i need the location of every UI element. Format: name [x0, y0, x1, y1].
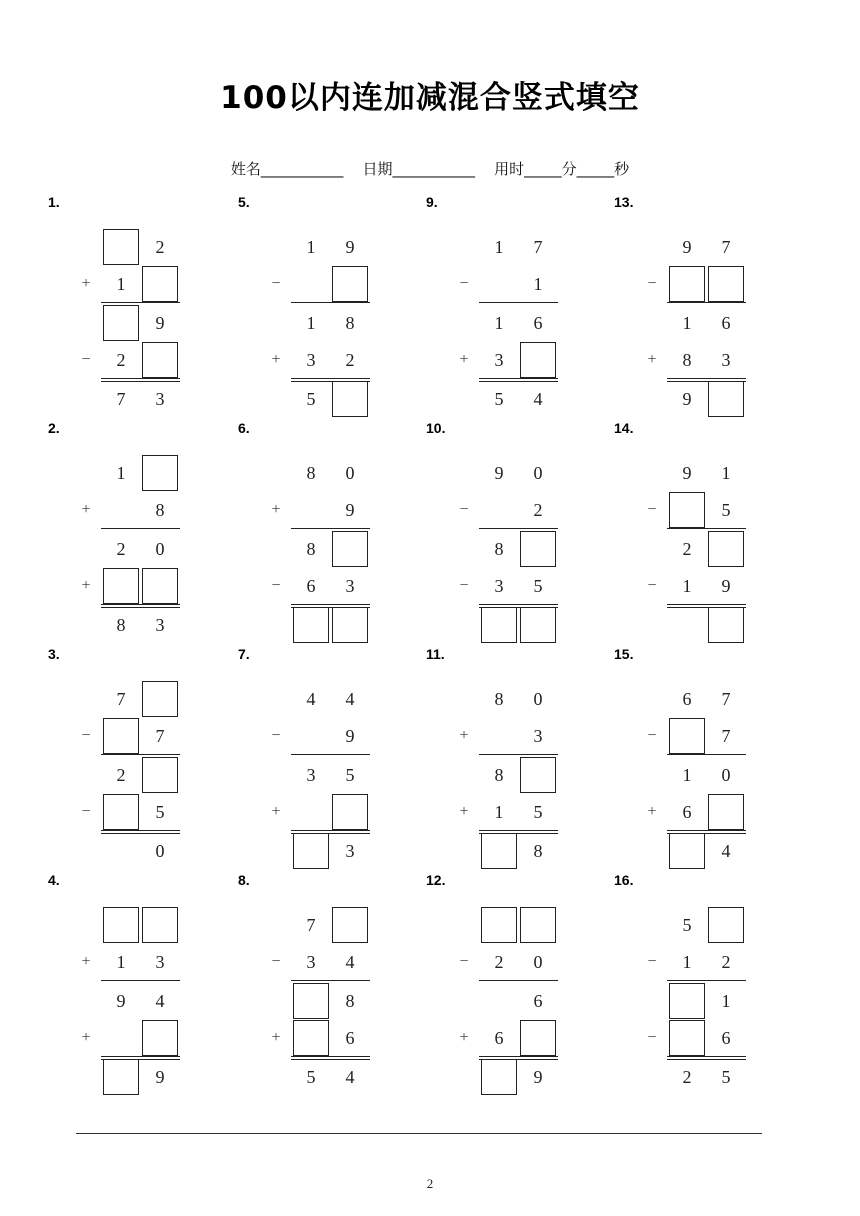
digit: 0: [155, 539, 165, 559]
result-line: [667, 604, 746, 605]
digit: 3: [494, 350, 504, 370]
digit: 3: [155, 389, 165, 409]
answer-box[interactable]: [142, 266, 178, 302]
answer-box[interactable]: [293, 1020, 329, 1056]
answer-box[interactable]: [293, 983, 329, 1019]
result-line: [291, 1056, 370, 1057]
digit: 1: [116, 952, 126, 972]
digit: 6: [721, 313, 731, 333]
problem-number: 15.: [614, 646, 634, 662]
digit: 9: [682, 389, 692, 409]
digit: 9: [682, 463, 692, 483]
result-line: [667, 1056, 746, 1057]
answer-box[interactable]: [293, 833, 329, 869]
digit: 2: [721, 952, 731, 972]
problem-number: 10.: [426, 420, 446, 436]
operator-sign: +: [459, 803, 469, 820]
digit: [293, 266, 329, 302]
result-line: [667, 607, 746, 608]
digit: 4: [345, 952, 355, 972]
answer-box[interactable]: [142, 907, 178, 943]
digit: 3: [721, 350, 731, 370]
result-line: [667, 830, 746, 831]
digit: 6: [721, 1028, 731, 1048]
operator-sign: +: [647, 803, 657, 820]
result-line: [101, 980, 180, 981]
operator-sign: +: [81, 1029, 91, 1046]
operator-sign: +: [271, 1029, 281, 1046]
digit: 5: [345, 765, 355, 785]
digit: 4: [155, 991, 165, 1011]
digit: 8: [494, 689, 504, 709]
result-line: [101, 302, 180, 303]
problem-number: 4.: [48, 872, 60, 888]
result-line: [291, 604, 370, 605]
digit: 0: [533, 952, 543, 972]
digit: 4: [345, 1067, 355, 1087]
digit: 1: [682, 313, 692, 333]
digit: 8: [345, 991, 355, 1011]
digit: 2: [345, 350, 355, 370]
digit: 1: [494, 802, 504, 822]
digit: 5: [721, 500, 731, 520]
answer-box[interactable]: [142, 757, 178, 793]
digit: 9: [155, 313, 165, 333]
operator-sign: −: [647, 577, 657, 594]
operator-sign: −: [459, 275, 469, 292]
digit: 8: [155, 500, 165, 520]
digit: 4: [533, 389, 543, 409]
result-line: [291, 607, 370, 608]
result-line: [667, 528, 746, 529]
digit: 8: [494, 539, 504, 559]
digit: 3: [494, 576, 504, 596]
answer-box[interactable]: [520, 607, 556, 643]
digit: [481, 718, 517, 754]
digit: 1: [306, 313, 316, 333]
digit: 6: [533, 991, 543, 1011]
digit: 5: [306, 389, 316, 409]
digit: 4: [345, 689, 355, 709]
answer-box[interactable]: [142, 681, 178, 717]
digit: 2: [116, 765, 126, 785]
answer-box[interactable]: [332, 794, 368, 830]
operator-sign: −: [271, 727, 281, 744]
digit: 7: [533, 237, 543, 257]
operator-sign: +: [271, 501, 281, 518]
result-line: [479, 980, 558, 981]
digit: 6: [345, 1028, 355, 1048]
digit: 8: [306, 539, 316, 559]
operator-sign: −: [81, 803, 91, 820]
digit: 9: [345, 500, 355, 520]
digit: 7: [721, 726, 731, 746]
answer-box[interactable]: [520, 531, 556, 567]
digit: 3: [533, 726, 543, 746]
digit: 7: [116, 689, 126, 709]
answer-box[interactable]: [520, 757, 556, 793]
digit: [669, 607, 705, 643]
page-number: 2: [426, 1176, 434, 1191]
result-line: [479, 1056, 558, 1057]
answer-box[interactable]: [103, 229, 139, 265]
result-line: [479, 381, 558, 382]
result-line: [667, 754, 746, 755]
answer-box[interactable]: [669, 718, 705, 754]
digit: [481, 266, 517, 302]
operator-sign: +: [459, 1029, 469, 1046]
digit: 6: [682, 689, 692, 709]
digit: 6: [533, 313, 543, 333]
answer-box[interactable]: [520, 907, 556, 943]
answer-box[interactable]: [142, 455, 178, 491]
problem-number: 12.: [426, 872, 446, 888]
digit: [293, 718, 329, 754]
result-line: [479, 1059, 558, 1060]
operator-sign: +: [647, 351, 657, 368]
digit: 3: [306, 765, 316, 785]
digit: 0: [533, 463, 543, 483]
digit: 9: [345, 237, 355, 257]
answer-box[interactable]: [708, 381, 744, 417]
digit: [103, 833, 139, 869]
digit: 0: [155, 841, 165, 861]
answer-box[interactable]: [142, 568, 178, 604]
operator-sign: +: [81, 275, 91, 292]
digit: 8: [345, 313, 355, 333]
digit: 2: [682, 539, 692, 559]
answer-box[interactable]: [103, 907, 139, 943]
problem-number: 6.: [238, 420, 250, 436]
problem-number: 5.: [238, 194, 250, 210]
digit: 9: [494, 463, 504, 483]
result-line: [291, 1059, 370, 1060]
worksheet-title: 100以内连加减混合竖式填空: [220, 80, 640, 116]
operator-sign: −: [647, 727, 657, 744]
answer-box[interactable]: [669, 833, 705, 869]
digit: 2: [682, 1067, 692, 1087]
problem-number: 9.: [426, 194, 438, 210]
answer-box[interactable]: [520, 342, 556, 378]
digit: 4: [721, 841, 731, 861]
operator-sign: −: [271, 953, 281, 970]
answer-box[interactable]: [708, 531, 744, 567]
digit: [103, 1020, 139, 1056]
result-line: [667, 980, 746, 981]
digit: 1: [494, 313, 504, 333]
digit: 1: [682, 576, 692, 596]
digit: 5: [494, 389, 504, 409]
result-line: [667, 833, 746, 834]
operator-sign: −: [271, 577, 281, 594]
answer-box[interactable]: [103, 1059, 139, 1095]
operator-sign: +: [81, 953, 91, 970]
result-line: [291, 381, 370, 382]
digit: 1: [494, 237, 504, 257]
result-line: [101, 607, 180, 608]
answer-box[interactable]: [708, 266, 744, 302]
digit: 1: [682, 765, 692, 785]
problem-number: 7.: [238, 646, 250, 662]
answer-box[interactable]: [332, 531, 368, 567]
operator-sign: +: [81, 577, 91, 594]
answer-box[interactable]: [708, 607, 744, 643]
answer-box[interactable]: [142, 1020, 178, 1056]
operator-sign: +: [81, 501, 91, 518]
operator-sign: −: [647, 1029, 657, 1046]
operator-sign: −: [271, 275, 281, 292]
digit: 5: [682, 915, 692, 935]
digit: 6: [494, 1028, 504, 1048]
result-line: [101, 528, 180, 529]
answer-box[interactable]: [669, 266, 705, 302]
digit: 3: [345, 841, 355, 861]
answer-box[interactable]: [481, 1059, 517, 1095]
answer-box[interactable]: [669, 492, 705, 528]
operator-sign: −: [459, 501, 469, 518]
digit: 8: [533, 841, 543, 861]
result-line: [101, 830, 180, 831]
digit: 7: [721, 237, 731, 257]
answer-box[interactable]: [669, 983, 705, 1019]
digit: 3: [155, 952, 165, 972]
digit: [481, 492, 517, 528]
digit: 3: [306, 350, 316, 370]
answer-box[interactable]: [103, 568, 139, 604]
result-line: [667, 1059, 746, 1060]
answer-box[interactable]: [332, 607, 368, 643]
answer-box[interactable]: [332, 266, 368, 302]
result-line: [291, 833, 370, 834]
digit: 9: [345, 726, 355, 746]
digit: 5: [721, 1067, 731, 1087]
result-line: [101, 754, 180, 755]
answer-box[interactable]: [332, 381, 368, 417]
digit: 1: [306, 237, 316, 257]
operator-sign: −: [81, 351, 91, 368]
result-line: [479, 830, 558, 831]
digit: 0: [721, 765, 731, 785]
digit: 9: [533, 1067, 543, 1087]
digit: 1: [721, 991, 731, 1011]
digit: 5: [533, 802, 543, 822]
digit: 8: [116, 615, 126, 635]
digit: 0: [533, 689, 543, 709]
problem-number: 13.: [614, 194, 634, 210]
answer-box[interactable]: [520, 1020, 556, 1056]
digit: [293, 794, 329, 830]
digit: 9: [155, 1067, 165, 1087]
result-line: [291, 302, 370, 303]
digit: 2: [116, 539, 126, 559]
operator-sign: +: [271, 351, 281, 368]
answer-box[interactable]: [293, 607, 329, 643]
result-line: [101, 378, 180, 379]
operator-sign: −: [647, 501, 657, 518]
result-line: [479, 754, 558, 755]
result-line: [291, 528, 370, 529]
result-line: [667, 381, 746, 382]
answer-box[interactable]: [103, 718, 139, 754]
result-line: [479, 604, 558, 605]
operator-sign: −: [647, 953, 657, 970]
problem-number: 16.: [614, 872, 634, 888]
digit: 8: [494, 765, 504, 785]
digit: [481, 983, 517, 1019]
digit: 2: [155, 237, 165, 257]
digit: 1: [533, 274, 543, 294]
digit: 8: [306, 463, 316, 483]
result-line: [667, 302, 746, 303]
student-info-line: 姓名___________ 日期___________ 用时_____分_____秒: [230, 160, 630, 178]
digit: 7: [721, 689, 731, 709]
result-line: [667, 378, 746, 379]
digit: 3: [306, 952, 316, 972]
digit: 2: [533, 500, 543, 520]
operator-sign: −: [81, 727, 91, 744]
digit: 7: [116, 389, 126, 409]
operator-sign: −: [647, 275, 657, 292]
digit: 3: [155, 615, 165, 635]
answer-box[interactable]: [332, 907, 368, 943]
operator-sign: +: [459, 351, 469, 368]
problem-number: 2.: [48, 420, 60, 436]
operator-sign: +: [459, 727, 469, 744]
result-line: [291, 754, 370, 755]
digit: 1: [116, 274, 126, 294]
problem-number: 14.: [614, 420, 634, 436]
result-line: [291, 980, 370, 981]
answer-box[interactable]: [481, 907, 517, 943]
result-line: [101, 604, 180, 605]
result-line: [479, 833, 558, 834]
digit: 1: [116, 463, 126, 483]
digit: [293, 492, 329, 528]
digit: 7: [155, 726, 165, 746]
digit: 5: [533, 576, 543, 596]
result-line: [291, 830, 370, 831]
digit: 8: [682, 350, 692, 370]
operator-sign: −: [459, 953, 469, 970]
digit: 3: [345, 576, 355, 596]
digit: 1: [721, 463, 731, 483]
answer-box[interactable]: [142, 342, 178, 378]
result-line: [101, 1056, 180, 1057]
problem-number: 3.: [48, 646, 60, 662]
result-line: [101, 381, 180, 382]
digit: 6: [306, 576, 316, 596]
answer-box[interactable]: [708, 907, 744, 943]
digit: 4: [306, 689, 316, 709]
answer-box[interactable]: [481, 833, 517, 869]
digit: 0: [345, 463, 355, 483]
problem-number: 8.: [238, 872, 250, 888]
result-line: [479, 302, 558, 303]
result-line: [291, 378, 370, 379]
digit: 2: [494, 952, 504, 972]
digit: 2: [116, 350, 126, 370]
result-line: [101, 833, 180, 834]
answer-box[interactable]: [103, 794, 139, 830]
digit: 9: [682, 237, 692, 257]
operator-sign: +: [271, 803, 281, 820]
digit: 1: [682, 952, 692, 972]
digit: [103, 492, 139, 528]
result-line: [479, 528, 558, 529]
result-line: [101, 1059, 180, 1060]
answer-box[interactable]: [103, 305, 139, 341]
digit: 9: [116, 991, 126, 1011]
digit: 5: [155, 802, 165, 822]
problem-number: 11.: [426, 646, 445, 662]
answer-box[interactable]: [669, 1020, 705, 1056]
digit: 9: [721, 576, 731, 596]
footer-divider: [76, 1133, 762, 1134]
digit: 5: [306, 1067, 316, 1087]
digit: 7: [306, 915, 316, 935]
result-line: [479, 607, 558, 608]
result-line: [479, 378, 558, 379]
digit: 6: [682, 802, 692, 822]
answer-box[interactable]: [708, 794, 744, 830]
operator-sign: −: [459, 577, 469, 594]
problem-number: 1.: [48, 194, 60, 210]
answer-box[interactable]: [481, 607, 517, 643]
